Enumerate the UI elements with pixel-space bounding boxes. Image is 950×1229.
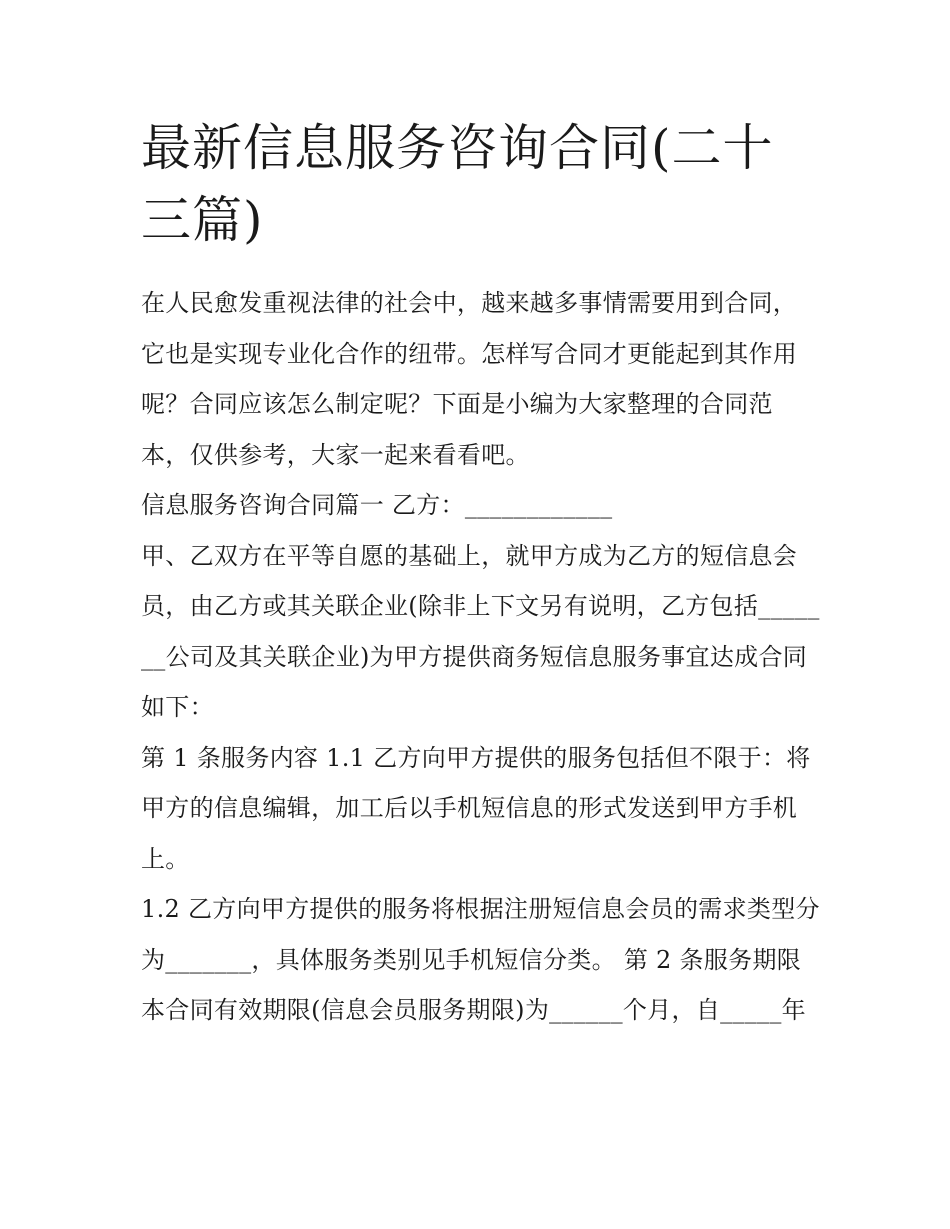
paragraph-article-1-1: 第 1 条服务内容 1.1 乙方向甲方提供的服务包括但不限于：将甲方的信息编辑，加工后以手机短信息的形式发送到甲方手机上。 [141, 743, 811, 873]
paragraph-preamble: 甲、乙双方在平等自愿的基础上，就甲方成为乙方的短信息会员，由乙方或其关联企业(除非上下文另有说明，乙方包括_______公司及其关联企业)为甲方提供商务短信息服务事宜达成合同如下： [141, 541, 820, 721]
paragraph-intro: 在人民愈发重视法律的社会中，越来越多事情需要用到合同，它也是实现专业化合作的纽带。怎样写合同才更能起到其作用呢？合同应该怎么制定呢？下面是小编为大家整理的合同范本，仅供参考，大家一起来看看吧。 [141, 289, 798, 469]
paragraph-term: 本合同有效期限(信息会员服务期限)为______个月，自_____年 [141, 996, 806, 1024]
document-title: 最新信息服务咨询合同(二十三篇) [141, 119, 774, 249]
document-page [141, 112, 821, 1036]
paragraph-contract-header: 信息服务咨询合同篇一 乙方：____________ [141, 491, 613, 519]
paragraph-article-1-2: 1.2 乙方向甲方提供的服务将根据注册短信息会员的需求类型分为_______，具体服务类别见手机短信分类。 第 2 条服务期限 [141, 895, 820, 974]
